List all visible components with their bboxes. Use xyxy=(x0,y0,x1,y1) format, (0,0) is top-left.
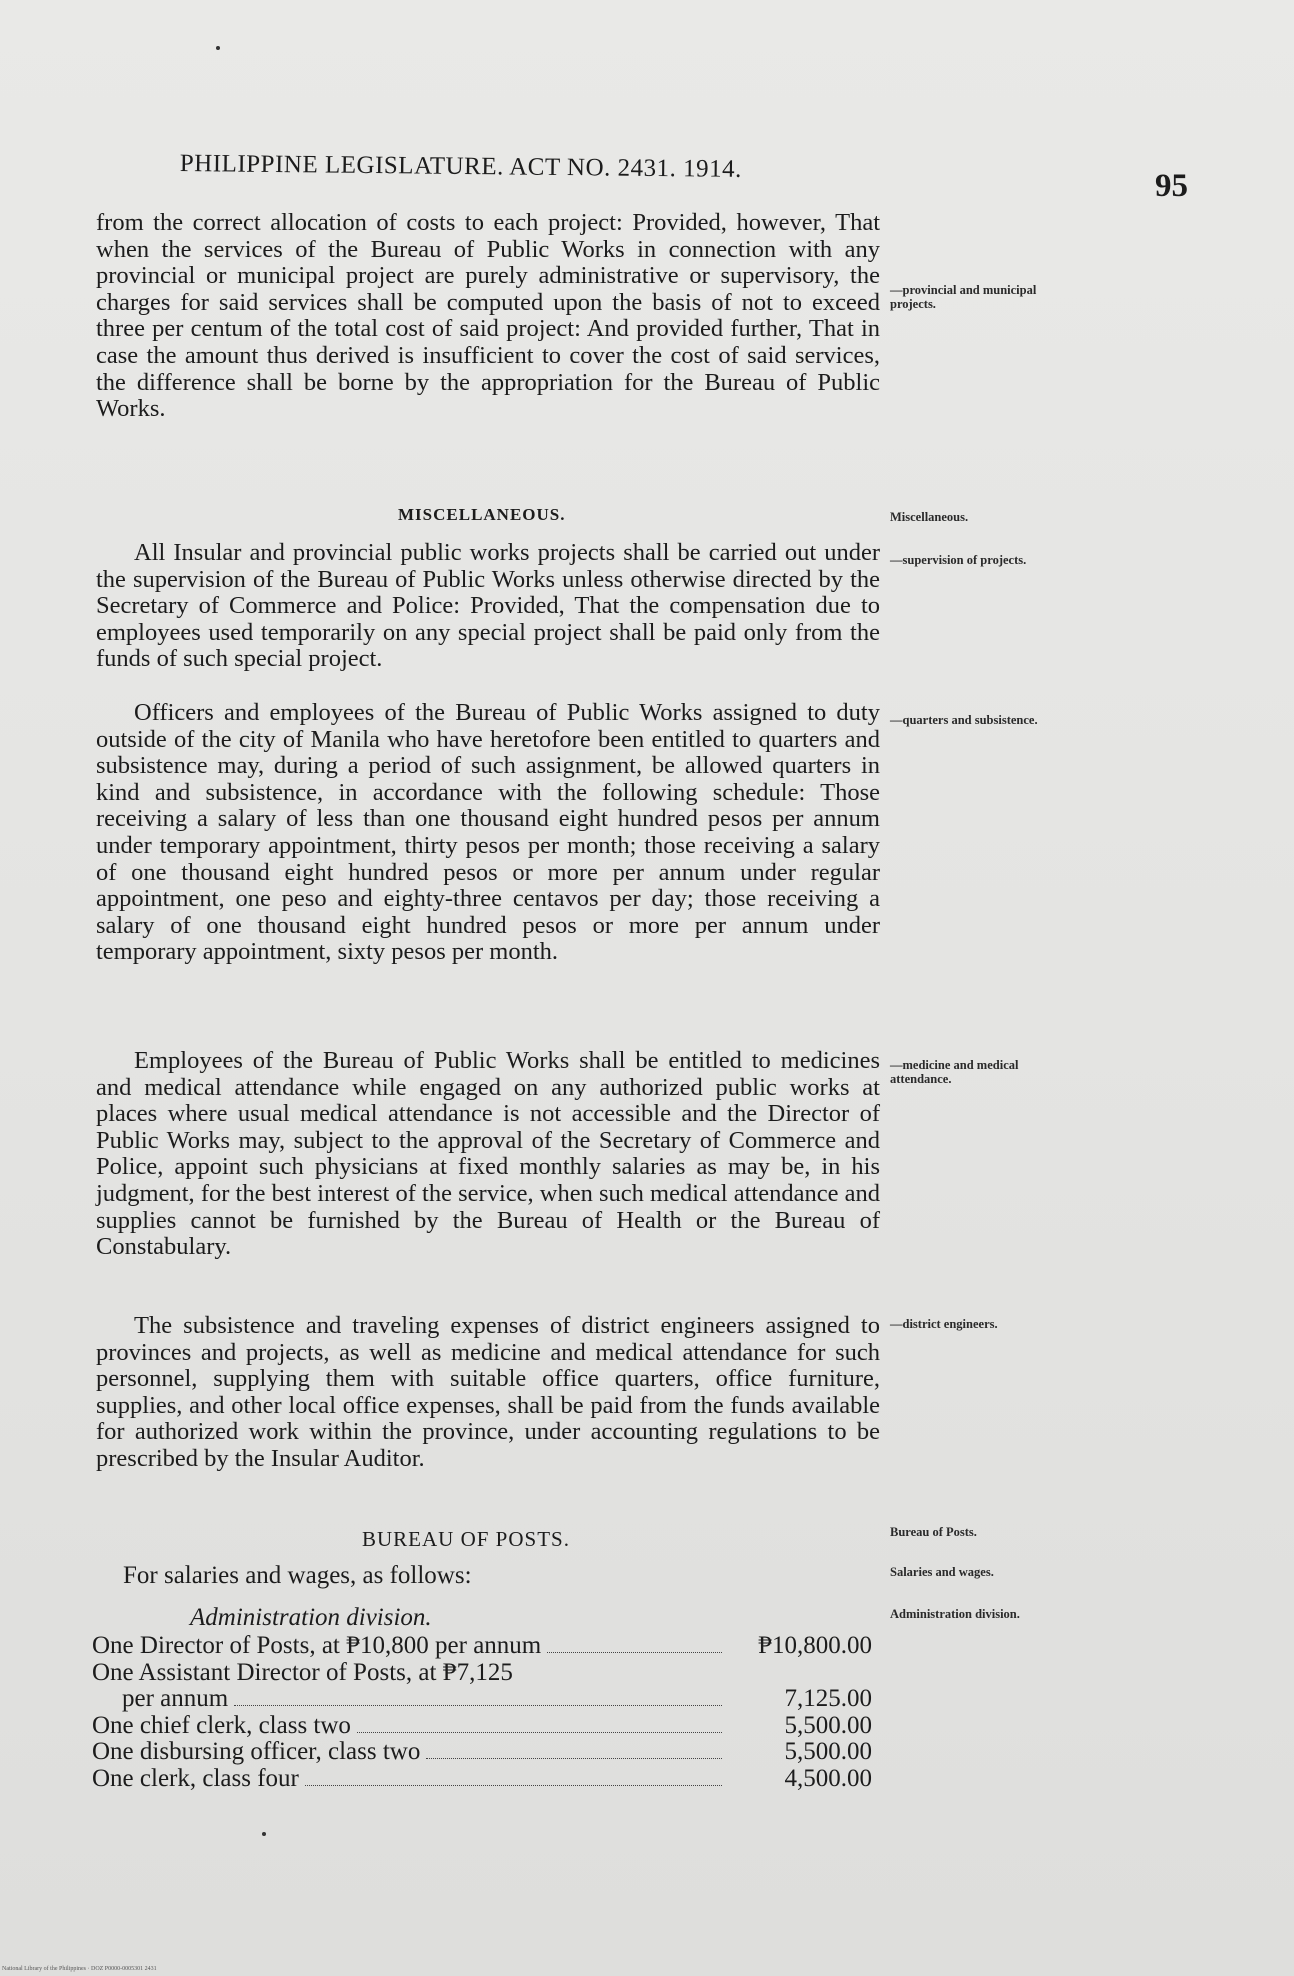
margin-note-miscellaneous: Miscellaneous. xyxy=(890,510,969,524)
salary-table xyxy=(92,1632,872,1791)
margin-note-provincial: —provincial and municipal projects. xyxy=(890,283,1037,311)
paragraph-quarters xyxy=(96,700,880,966)
leader-dots xyxy=(547,1652,722,1653)
row-item: One chief clerk, class two xyxy=(92,1711,351,1739)
running-head: PHILIPPINE LEGISLATURE. ACT NO. 2431. 1914. xyxy=(179,150,742,183)
scan-speck xyxy=(262,1832,266,1836)
paragraph-text: The subsistence and traveling expenses of district engineers assigned to provinces and projects, as well as medicine and medical attendance for such personnel, supplying them with suitable office quarters, office furniture, supplies, and other local office expenses, shall be paid from the funds available for authorized work within the province, under accounting regulations to be prescribed by the Insular Auditor. xyxy=(96,1312,880,1472)
paragraph-provincial-projects xyxy=(96,210,880,423)
row-item: per annum xyxy=(122,1685,229,1712)
margin-note-supervision: —supervision of projects. xyxy=(890,553,1027,567)
margin-note-salaries: Salaries and wages. xyxy=(890,1565,994,1579)
paragraph-text: Employees of the Bureau of Public Works shall be entitled to medicines and medical attendance while engaged on any authorized public works at places where usual medical attendance is not accessible and the Director of Public Works may, subject to the approval of the Secretary of Commerce and Police, appoint such physicians at fixed monthly salaries as may be, in his judgment, for the best interest of the service, when such medical attendance and supplies cannot be furnished by the Bureau of Health or the Bureau of Constabulary. xyxy=(96,1047,880,1261)
row-amount: 7,125.00 xyxy=(784,1685,872,1712)
row-amount: 4,500.00 xyxy=(784,1764,872,1792)
scan-speck xyxy=(216,46,220,50)
section-heading-miscellaneous: MISCELLANEOUS. xyxy=(398,505,566,524)
table-row xyxy=(92,1685,872,1712)
table-row xyxy=(92,1738,872,1765)
paragraph-text: All Insular and provincial public works projects shall be carried out under the supervision of the Bureau of Public Works unless otherwise directed by the Secretary of Commerce and Police: Provided, That the compensation due to employees used temporarily on any special project shall be paid only from the funds of such special project. xyxy=(96,539,880,673)
row-amount: ₱10,800.00 xyxy=(758,1632,872,1659)
paragraph-district-engineers xyxy=(96,1313,880,1473)
row-item: One disbursing officer, class two xyxy=(92,1738,421,1765)
table-row xyxy=(92,1765,872,1792)
row-item: One clerk, class four xyxy=(92,1764,299,1792)
scan-footer-note: National Library of the Philippines · DOZ P0000-0005301 2431 xyxy=(2,1966,157,1972)
table-row xyxy=(92,1659,872,1686)
row-item: One Assistant Director of Posts, at ₱7,125 xyxy=(92,1658,513,1686)
table-row xyxy=(92,1632,872,1659)
leader-dots xyxy=(305,1785,722,1786)
margin-note-medicine: —medicine and medical attendance. xyxy=(890,1058,1019,1086)
table-row xyxy=(92,1712,872,1739)
division-heading: Administration division. xyxy=(190,1604,432,1631)
section-heading-bureau-of-posts: BUREAU OF POSTS. xyxy=(362,1527,570,1551)
row-amount: 5,500.00 xyxy=(784,1711,872,1739)
margin-note-district-engineers: —district engineers. xyxy=(890,1317,998,1331)
paragraph-medicine xyxy=(96,1048,880,1261)
leader-dots xyxy=(426,1758,722,1759)
page-number: 95 xyxy=(1155,168,1188,204)
paragraph-text: Officers and employees of the Bureau of Public Works assigned to duty outside of the city of Manila who have heretofore been entitled to quarters and subsistence may, during a period of such assignment, be allowed quarters in kind and subsistence, in accordance with the following schedule: Those receiving a salary of less than one thousand eight hundred pesos per annum under temporary appointment, thirty pesos per month; those receiving a salary of one thousand eight hundred pesos or more per annum under regular appointment, one peso and eighty-three centavos per day; those receiving a salary of one thousand eight hundred pesos or more per annum under temporary appointment, sixty pesos per month. xyxy=(96,699,880,966)
row-amount: 5,500.00 xyxy=(784,1738,872,1765)
paragraph-text: from the correct allocation of costs to each project: Provided, however, That when the services of the Bureau of Public Works in connection with any provincial or municipal project are purely administrative or supervisory, the charges for said services shall be computed upon the basis of not to exceed three per centum of the total cost of said project: And provided further, That in case the amount thus derived is insufficient to cover the cost of said services, the difference shall be borne by the appropriation for the Bureau of Public Works. xyxy=(96,209,880,423)
margin-note-administration: Administration division. xyxy=(890,1607,1020,1621)
paragraph-supervision xyxy=(96,540,880,673)
salaries-intro: For salaries and wages, as follows: xyxy=(123,1562,472,1589)
leader-dots xyxy=(234,1705,722,1706)
row-item: One Director of Posts, at ₱10,800 per annum xyxy=(92,1632,542,1659)
margin-note-bureau-of-posts: Bureau of Posts. xyxy=(890,1525,977,1539)
leader-dots xyxy=(357,1732,722,1733)
margin-note-quarters: —quarters and subsistence. xyxy=(890,713,1038,727)
